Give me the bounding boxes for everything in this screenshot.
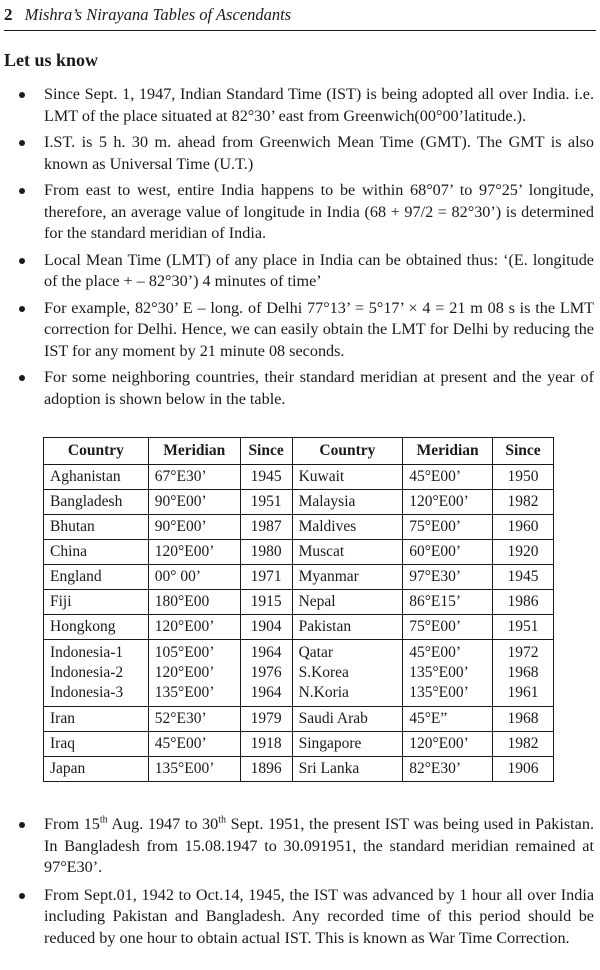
meridian-cell: 120°E00’: [403, 732, 493, 757]
country-cell: Singapore: [292, 732, 403, 757]
table-row: [44, 540, 554, 565]
bullet-icon: [19, 306, 25, 312]
country-cell: Aghanistan: [44, 465, 149, 490]
meridian-line: 135°E00’: [154, 684, 215, 701]
meridian-cell: [403, 640, 493, 707]
since-cell: [493, 640, 554, 707]
meridian-line: 45°E00’: [409, 644, 462, 661]
since-cell: 1896: [240, 757, 292, 782]
book-title: Mishra’s Nirayana Tables of Ascendants: [24, 5, 292, 24]
column-header-since: Since: [493, 438, 554, 465]
country-line: Indonesia-1: [50, 644, 124, 661]
meridian-cell: 180°E00: [148, 590, 240, 615]
meridian-cell: 67°E30’: [148, 465, 240, 490]
meridian-cell: 45°E”: [403, 707, 493, 732]
meridian-cell: 120°E00’: [148, 540, 240, 565]
list-item: [0, 885, 600, 950]
list-item-text: For example, 82°30’ E – long. of Delhi 77°13’ = 5°17’ × 4 = 21 m 08 s is the LMT correction for Delhi. Hence, we can easily obtain the LMT for Delhi by reducing the IST for any moment by 21 minute 08 seconds.: [44, 298, 594, 360]
meridian-cell: 45°E00’: [403, 465, 493, 490]
country-cell: England: [44, 565, 149, 590]
country-cell: Saudi Arab: [292, 707, 403, 732]
bullet-icon: [19, 375, 25, 381]
country-cell: Bangladesh: [44, 490, 149, 515]
ordinal-suffix: th: [218, 814, 226, 826]
since-cell: 1980: [240, 540, 292, 565]
since-cell: 1904: [240, 615, 292, 640]
list-item: [0, 132, 600, 175]
text-run: 30: [202, 815, 219, 833]
since-line: 1961: [507, 684, 539, 701]
list-item-text: For some neighboring countries, their standard meridian at present and the year of adoption is shown below in the table.: [44, 368, 594, 408]
ordinal-suffix: th: [99, 814, 108, 826]
bullet-icon: [19, 258, 25, 264]
table-row: [44, 707, 554, 732]
country-cell: Fiji: [44, 590, 149, 615]
meridian-line: 105°E00’: [154, 644, 215, 661]
column-header-country: Country: [292, 438, 403, 465]
meridian-cell: 82°E30’: [403, 757, 493, 782]
meridian-cell: 75°E00’: [403, 615, 493, 640]
meridian-cell: 97°E30’: [403, 565, 493, 590]
table-row: [44, 757, 554, 782]
meridian-cell: 86°E15’: [403, 590, 493, 615]
list-item: [0, 250, 600, 293]
column-header-since: Since: [240, 438, 292, 465]
list-item: [0, 814, 600, 879]
bullet-icon: [19, 822, 25, 828]
text-run: 15: [83, 815, 100, 833]
since-cell: [240, 640, 292, 707]
country-cell: Bhutan: [44, 515, 149, 540]
country-cell: Pakistan: [292, 615, 403, 640]
meridian-line: 135°E00’: [409, 664, 469, 681]
page-number: 2: [4, 5, 13, 24]
meridian-table: [43, 437, 554, 782]
since-cell: 1918: [240, 732, 292, 757]
since-cell: 1951: [493, 615, 554, 640]
table-row: [44, 615, 554, 640]
list-item: [0, 298, 600, 363]
country-line: Qatar: [298, 644, 333, 661]
country-cell: Maldives: [292, 515, 403, 540]
list-item-text: I.ST. is 5 h. 30 m. ahead from Greenwich Mean Time (GMT). The GMT is also known as Universal Time (U.T.): [44, 133, 594, 173]
since-line: 1976: [250, 664, 282, 681]
column-header-meridian: Meridian: [403, 438, 493, 465]
text-run: From: [44, 815, 84, 833]
since-cell: 1915: [240, 590, 292, 615]
bullet-list-top: [0, 84, 600, 410]
table-row: [44, 732, 554, 757]
table-row-multi: [44, 640, 554, 707]
country-cell: Nepal: [292, 590, 403, 615]
table-row: [44, 515, 554, 540]
since-cell: 1945: [493, 565, 554, 590]
since-line: 1972: [507, 644, 539, 661]
since-cell: 1971: [240, 565, 292, 590]
meridian-cell: 135°E00’: [148, 757, 240, 782]
meridian-line: 120°E00’: [154, 664, 215, 681]
since-cell: 1906: [493, 757, 554, 782]
section-title: Let us know: [4, 50, 99, 70]
list-item-text: From east to west, entire India happens to be within 68°07’ to 97°25’ longitude, therefore, an average value of longitude in India (68 + 97/2 = 82°30’) is determined for the standard meridian of India.: [44, 181, 594, 242]
since-cell: 1987: [240, 515, 292, 540]
since-line: 1968: [507, 664, 539, 681]
table-row: [44, 590, 554, 615]
meridian-cell: 90°E00’: [148, 490, 240, 515]
country-cell: Muscat: [292, 540, 403, 565]
list-item: [0, 180, 600, 245]
table-header-row: [44, 438, 554, 465]
country-line: Indonesia-3: [50, 684, 124, 701]
table-row: [44, 465, 554, 490]
since-cell: 1968: [493, 707, 554, 732]
since-cell: 1920: [493, 540, 554, 565]
bullet-icon: [19, 188, 25, 194]
table-row: [44, 565, 554, 590]
since-cell: 1950: [493, 465, 554, 490]
since-cell: 1951: [240, 490, 292, 515]
since-line: 1964: [250, 644, 282, 661]
country-cell: [292, 640, 403, 707]
since-cell: 1979: [240, 707, 292, 732]
text-run: Sept. 1951, the present IST was being used in Pakistan. In Bangladesh from 15.08.1947 to 30.091951, the standard meridian remained at 97°E30’.: [44, 815, 594, 876]
since-cell: 1945: [240, 465, 292, 490]
meridian-cell: 45°E00’: [148, 732, 240, 757]
list-item-text: [44, 815, 594, 876]
list-item: [0, 367, 600, 410]
column-header-meridian: Meridian: [148, 438, 240, 465]
meridian-cell: [148, 640, 240, 707]
list-item-text: Local Mean Time (LMT) of any place in India can be obtained thus: ‘(E. longitude of the place + – 82°30’) 4 minutes of time’: [44, 250, 594, 290]
since-cell: 1960: [493, 515, 554, 540]
country-cell: Kuwait: [292, 465, 403, 490]
country-cell: Hongkong: [44, 615, 149, 640]
list-item-text: Since Sept. 1, 1947, Indian Standard Time (IST) is being adopted all over India. i.e. LMT of the place situated at 82°30’ east from Greenwich(00°00’latitude.).: [44, 85, 594, 125]
country-cell: Japan: [44, 757, 149, 782]
bullet-icon: [19, 92, 25, 98]
meridian-cell: 90°E00’: [148, 515, 240, 540]
meridian-cell: 60°E00’: [403, 540, 493, 565]
meridian-cell: 52°E30’: [148, 707, 240, 732]
since-cell: 1982: [493, 732, 554, 757]
country-line: Indonesia-2: [50, 664, 124, 681]
since-cell: 1982: [493, 490, 554, 515]
meridian-cell: 75°E00’: [403, 515, 493, 540]
meridian-cell: 120°E00’: [403, 490, 493, 515]
meridian-cell: 120°E00’: [148, 615, 240, 640]
list-item: [0, 84, 600, 127]
meridian-line: 135°E00’: [409, 684, 469, 701]
bullet-list-bottom: [0, 814, 600, 949]
country-cell: Iran: [44, 707, 149, 732]
country-cell: Malaysia: [292, 490, 403, 515]
meridian-cell: 00° 00’: [148, 565, 240, 590]
text-run: Aug. 1947 to: [107, 815, 203, 833]
country-cell: Iraq: [44, 732, 149, 757]
country-line: N.Koria: [298, 684, 349, 701]
list-item-text: From Sept.01, 1942 to Oct.14, 1945, the IST was advanced by 1 hour all over India including Pakistan and Bangladesh. Any recorded time of this period should be reduced by one hour to obtain actual IST. This is known as War Time Correction.: [44, 885, 594, 947]
country-line: S.Korea: [298, 664, 349, 681]
country-cell: Myanmar: [292, 565, 403, 590]
since-line: 1964: [250, 684, 282, 701]
bullet-icon: [19, 893, 25, 899]
running-head: [4, 2, 596, 31]
since-cell: 1986: [493, 590, 554, 615]
table-row: [44, 490, 554, 515]
bullet-icon: [19, 140, 25, 146]
column-header-country: Country: [44, 438, 149, 465]
country-cell: [44, 640, 149, 707]
country-cell: Sri Lanka: [292, 757, 403, 782]
country-cell: China: [44, 540, 149, 565]
